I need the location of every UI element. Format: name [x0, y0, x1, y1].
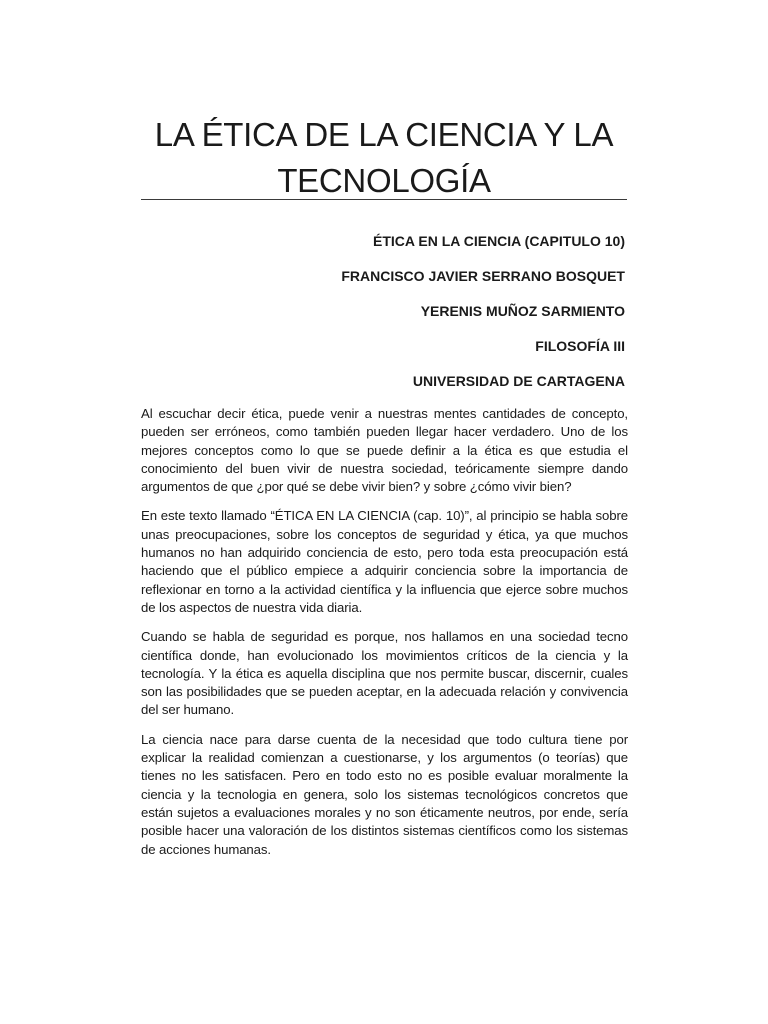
title-divider [141, 199, 627, 200]
meta-course: FILOSOFÍA III [535, 338, 625, 354]
title-line-1: LA ÉTICA DE LA CIENCIA Y LA [154, 116, 614, 153]
document-body [141, 405, 628, 870]
meta-university: UNIVERSIDAD DE CARTAGENA [412, 373, 625, 389]
meta-student: YERENIS MUÑOZ SARMIENTO [420, 303, 625, 319]
meta-author: FRANCISCO JAVIER SERRANO BOSQUET [341, 268, 625, 284]
meta-chapter: ÉTICA EN LA CIENCIA (CAPITULO 10) [372, 233, 625, 249]
document-meta [341, 232, 625, 407]
paragraph-1: Al escuchar decir ética, puede venir a nuestras mentes cantidades de concepto, pueden ser erróneos, como también pueden llegar hacer verdadero. Uno de los mejores conceptos como lo que se puede definir a la ética es que estudia el conocimiento del buen vivir de nuestra sociedad, teóricamente siempre dando argumentos de que ¿por qué se debe vivir bien? y sobre ¿cómo vivir bien? [141, 406, 628, 495]
title-line-2: TECNOLOGÍA [277, 162, 491, 199]
paragraph-4: La ciencia nace para darse cuenta de la necesidad que todo cultura tiene por explicar la realidad comienzan a cuestionarse, y los argumentos (o teorías) que tienes no les satisfacen. Pero en todo esto no es posible evaluar moralmente la ciencia y la tecnologia en genera, solo los sistemas tecnológicos concretos que están sujetos a evaluaciones morales y no son éticamente neutros, por ende, sería posible hacer una valoración de los distintos sistemas científicos como los sistemas de acciones humanas. [141, 731, 628, 857]
paragraph-2: En este texto llamado “ÉTICA EN LA CIENCIA (cap. 10)”, al principio se habla sobre unas preocupaciones, sobre los conceptos de seguridad y ética, ya que muchos humanos no han adquirido conciencia de esto, pero toda esta preocupación está haciendo que el público empiece a adquirir conciencia sobre la importancia de reflexionar en torno a la actividad científica y la influencia que ejerce sobre muchos de los aspectos de nuestra vida diaria. [141, 508, 628, 615]
paragraph-3: Cuando se habla de seguridad es porque, nos hallamos en una sociedad tecno científica donde, han evolucionado los movimientos críticos de la ciencia y la tecnología. Y la ética es aquella disciplina que nos permite buscar, discernir, cuales son las posibilidades que se pueden aceptar, en la adecuada relación y convivencia del ser humano. [141, 629, 628, 718]
document-title [141, 112, 627, 204]
